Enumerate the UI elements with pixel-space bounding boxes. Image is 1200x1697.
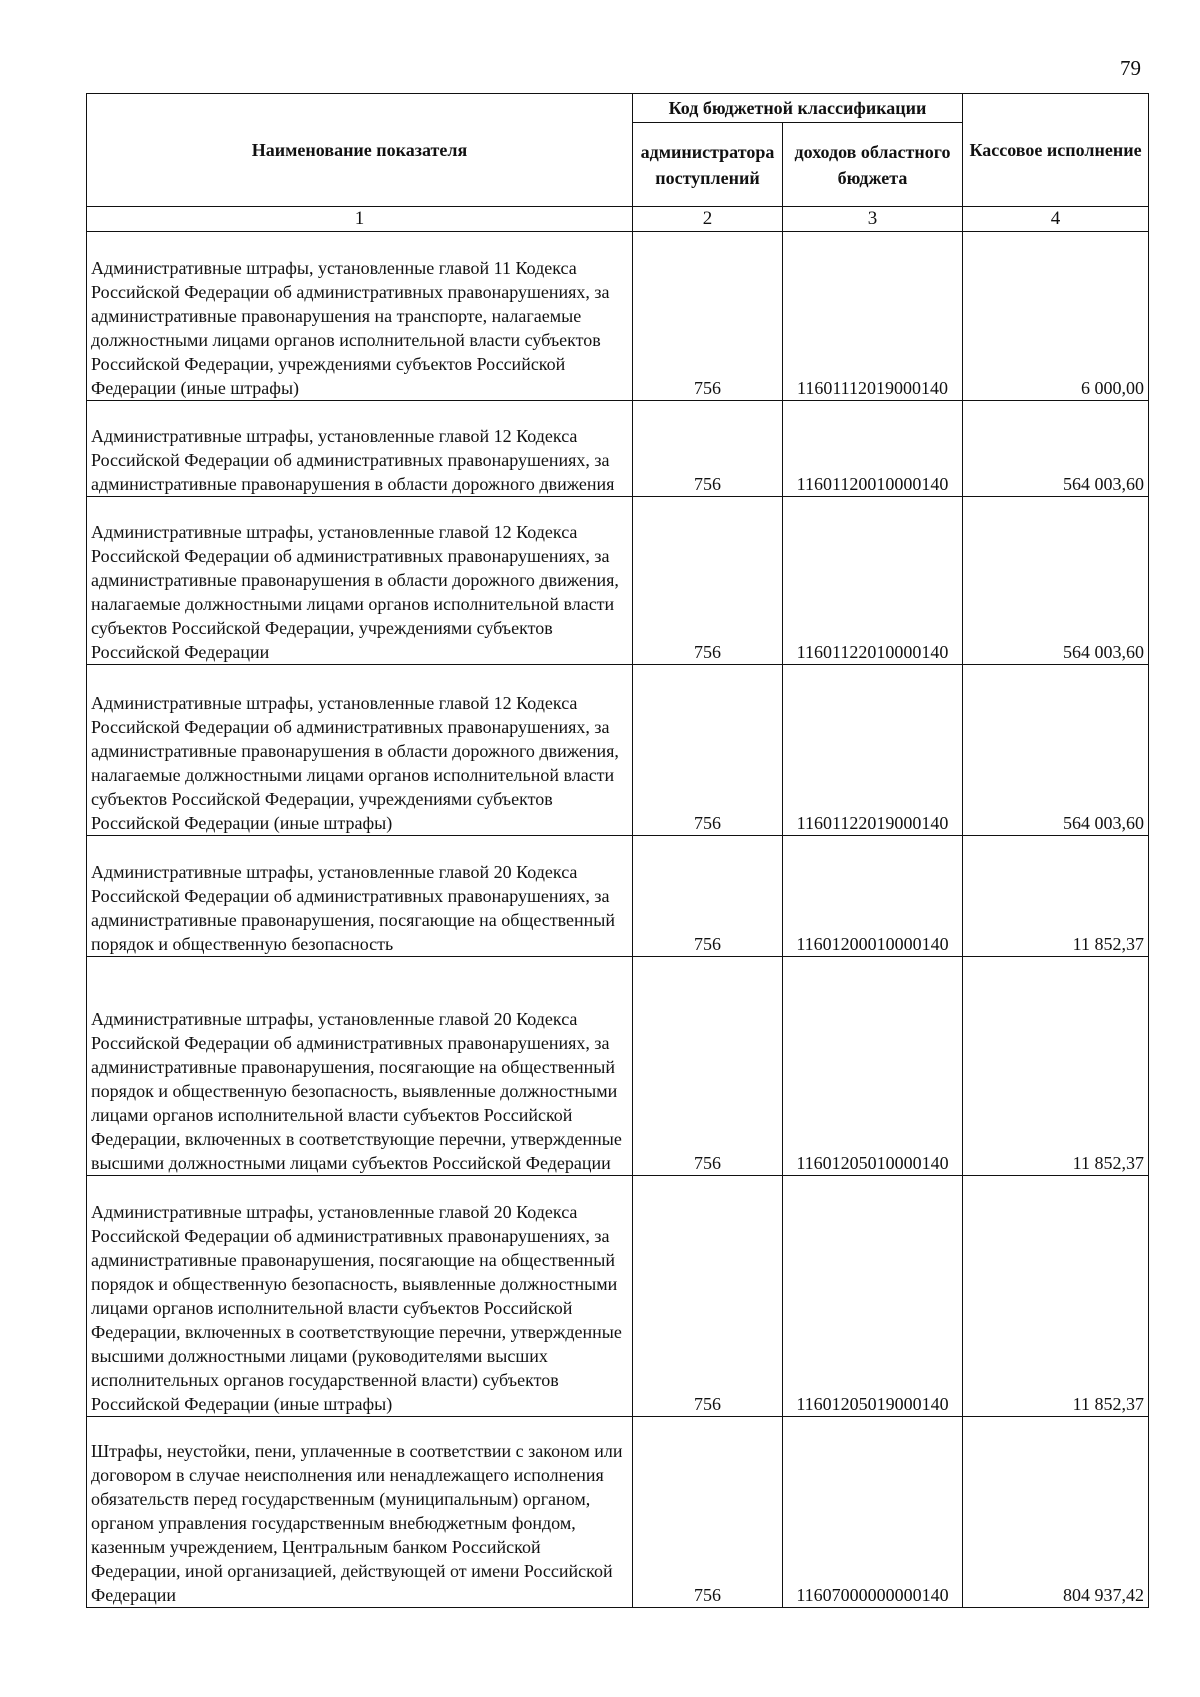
row-name: Административные штрафы, установленные главой 12 Кодекса Российской Федерации об административных правонарушениях, за административные правонарушения в области дорожного движения, налагаемые должностными лицами органов исполнительной власти субъектов Российской Федерации, учреждениями субъектов Российской Федерации (иные штрафы) (87, 665, 633, 836)
row-amount: 11 852,37 (963, 836, 1149, 957)
column-number-row (87, 207, 1149, 232)
table-row (87, 665, 1149, 836)
table-row (87, 957, 1149, 1176)
header-admin-column: администратора поступлений (633, 123, 783, 207)
row-name: Административные штрафы, установленные главой 12 Кодекса Российской Федерации об административных правонарушениях, за административные правонарушения в области дорожного движения (87, 401, 633, 497)
row-income-code: 11601200010000140 (783, 836, 963, 957)
column-number: 1 (87, 207, 633, 232)
row-income-code: 11601122010000140 (783, 497, 963, 665)
row-amount: 564 003,60 (963, 401, 1149, 497)
budget-execution-table (86, 93, 1149, 1608)
column-number: 2 (633, 207, 783, 232)
row-income-code: 11601205019000140 (783, 1176, 963, 1417)
row-admin-code: 756 (633, 232, 783, 401)
table-row (87, 232, 1149, 401)
row-admin-code: 756 (633, 957, 783, 1176)
row-amount: 564 003,60 (963, 665, 1149, 836)
row-income-code: 11601112019000140 (783, 232, 963, 401)
header-name-column: Наименование показателя (87, 94, 633, 207)
header-income-column: доходов областного бюджета (783, 123, 963, 207)
table-row (87, 1176, 1149, 1417)
row-name: Административные штрафы, установленные главой 11 Кодекса Российской Федерации об административных правонарушениях, за административные правонарушения на транспорте, налагаемые должностными лицами органов исполнительной власти субъектов Российской Федерации, учреждениями субъектов Российской Федерации (иные штрафы) (87, 232, 633, 401)
row-name: Административные штрафы, установленные главой 20 Кодекса Российской Федерации об административных правонарушениях, за административные правонарушения, посягающие на общественный порядок и общественную безопасность (87, 836, 633, 957)
row-amount: 6 000,00 (963, 232, 1149, 401)
column-number: 4 (963, 207, 1149, 232)
row-name: Административные штрафы, установленные главой 20 Кодекса Российской Федерации об административных правонарушениях, за административные правонарушения, посягающие на общественный порядок и общественную безопасность, выявленные должностными лицами органов исполнительной власти субъектов Российской Федерации, включенных в соответствующие перечни, утвержденные высшими должностными лицами субъектов Российской Федерации (87, 957, 633, 1176)
table-row (87, 836, 1149, 957)
header-code-group: Код бюджетной классификации (633, 94, 963, 123)
row-income-code: 11601122019000140 (783, 665, 963, 836)
row-amount: 11 852,37 (963, 957, 1149, 1176)
row-name: Административные штрафы, установленные главой 20 Кодекса Российской Федерации об административных правонарушениях, за административные правонарушения, посягающие на общественный порядок и общественную безопасность, выявленные должностными лицами органов исполнительной власти субъектов Российской Федерации, включенных в соответствующие перечни, утвержденные высшими должностными лицами (руководителями высших исполнительных органов государственной власти) субъектов Российской Федерации (иные штрафы) (87, 1176, 633, 1417)
row-amount: 564 003,60 (963, 497, 1149, 665)
header-execution-column: Кассовое исполнение (963, 94, 1149, 207)
row-amount: 804 937,42 (963, 1417, 1149, 1608)
row-admin-code: 756 (633, 665, 783, 836)
row-amount: 11 852,37 (963, 1176, 1149, 1417)
row-income-code: 11601120010000140 (783, 401, 963, 497)
row-admin-code: 756 (633, 401, 783, 497)
header-row-top (87, 94, 1149, 123)
row-admin-code: 756 (633, 1176, 783, 1417)
row-name: Штрафы, неустойки, пени, уплаченные в соответствии с законом или договором в случае неисполнения или ненадлежащего исполнения обязательств перед государственным (муниципальным) органом, органом управления государственным внебюджетным фондом, казенным учреждением, Центральным банком Российской Федерации, иной организацией, действующей от имени Российской Федерации (87, 1417, 633, 1608)
row-admin-code: 756 (633, 836, 783, 957)
row-admin-code: 756 (633, 1417, 783, 1608)
column-number: 3 (783, 207, 963, 232)
row-admin-code: 756 (633, 497, 783, 665)
table-row (87, 1417, 1149, 1608)
row-income-code: 11607000000000140 (783, 1417, 963, 1608)
row-income-code: 11601205010000140 (783, 957, 963, 1176)
table-row (87, 497, 1149, 665)
row-name: Административные штрафы, установленные главой 12 Кодекса Российской Федерации об административных правонарушениях, за административные правонарушения в области дорожного движения, налагаемые должностными лицами органов исполнительной власти субъектов Российской Федерации, учреждениями субъектов Российской Федерации (87, 497, 633, 665)
page-number: 79 (1120, 56, 1141, 80)
table-row (87, 401, 1149, 497)
